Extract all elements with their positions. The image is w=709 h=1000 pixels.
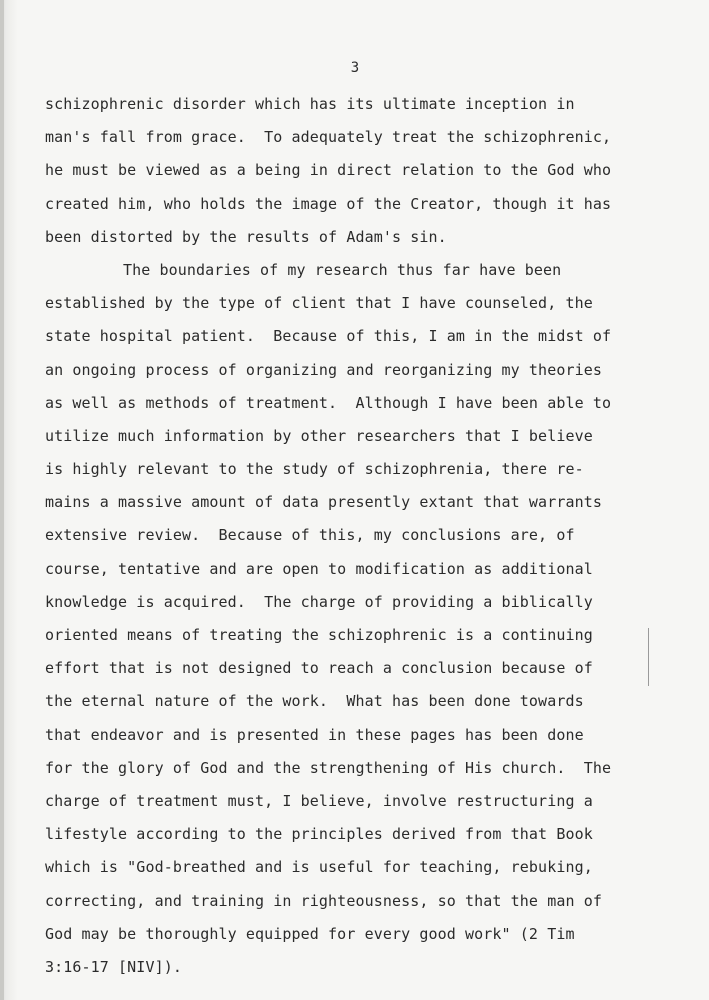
text-line: God may be thoroughly equipped for every good work" (2 Tim <box>45 924 575 943</box>
text-line: The boundaries of my research thus far have been <box>123 260 562 279</box>
page-number: 3 <box>350 60 360 76</box>
text-line: schizophrenic disorder which has its ultimate inception in <box>45 95 575 113</box>
body-text <box>45 88 670 984</box>
text-line: knowledge is acquired. The charge of providing a biblically <box>45 592 593 611</box>
text-line: 3:16-17 [NIV]). <box>45 957 182 976</box>
text-line: man's fall from grace. To adequately treat the schizophrenic, <box>45 128 612 147</box>
text-line: effort that is not designed to reach a conclusion because of <box>45 659 593 678</box>
text-line: established by the type of client that I have counseled, the <box>45 294 593 313</box>
text-line: course, tentative and are open to modification as additional <box>45 559 593 578</box>
text-line: that endeavor and is presented in these pages has been done <box>45 725 584 744</box>
text-line: created him, who holds the image of the Creator, though it has <box>45 194 612 213</box>
text-line: oriented means of treating the schizophrenic is a continuing <box>45 626 593 644</box>
text-line: extensive review. Because of this, my conclusions are, of <box>45 526 575 545</box>
text-line: as well as methods of treatment. Although I have been able to <box>45 393 612 412</box>
text-line: mains a massive amount of data presently extant that warrants <box>45 493 602 512</box>
text-line: he must be viewed as a being in direct relation to the God who <box>45 161 612 180</box>
text-line: charge of treatment must, I believe, involve restructuring a <box>45 791 593 810</box>
text-line: been distorted by the results of Adam's sin. <box>45 227 447 246</box>
text-line: which is "God-breathed and is useful for teaching, rebuking, <box>45 858 593 877</box>
text-line: an ongoing process of organizing and reorganizing my theories <box>45 360 602 379</box>
text-line: the eternal nature of the work. What has been done towards <box>45 692 584 711</box>
page-edge-shadow <box>0 0 4 1000</box>
text-line: state hospital patient. Because of this, I am in the midst of <box>45 327 612 346</box>
text-line: for the glory of God and the strengthening of His church. The <box>45 758 612 777</box>
text-line: lifestyle according to the principles derived from that Book <box>45 825 593 844</box>
text-line: correcting, and training in righteousness, so that the man of <box>45 891 602 910</box>
text-line: is highly relevant to the study of schizophrenia, there re- <box>45 460 584 479</box>
text-line: utilize much information by other researchers that I believe <box>45 426 593 445</box>
